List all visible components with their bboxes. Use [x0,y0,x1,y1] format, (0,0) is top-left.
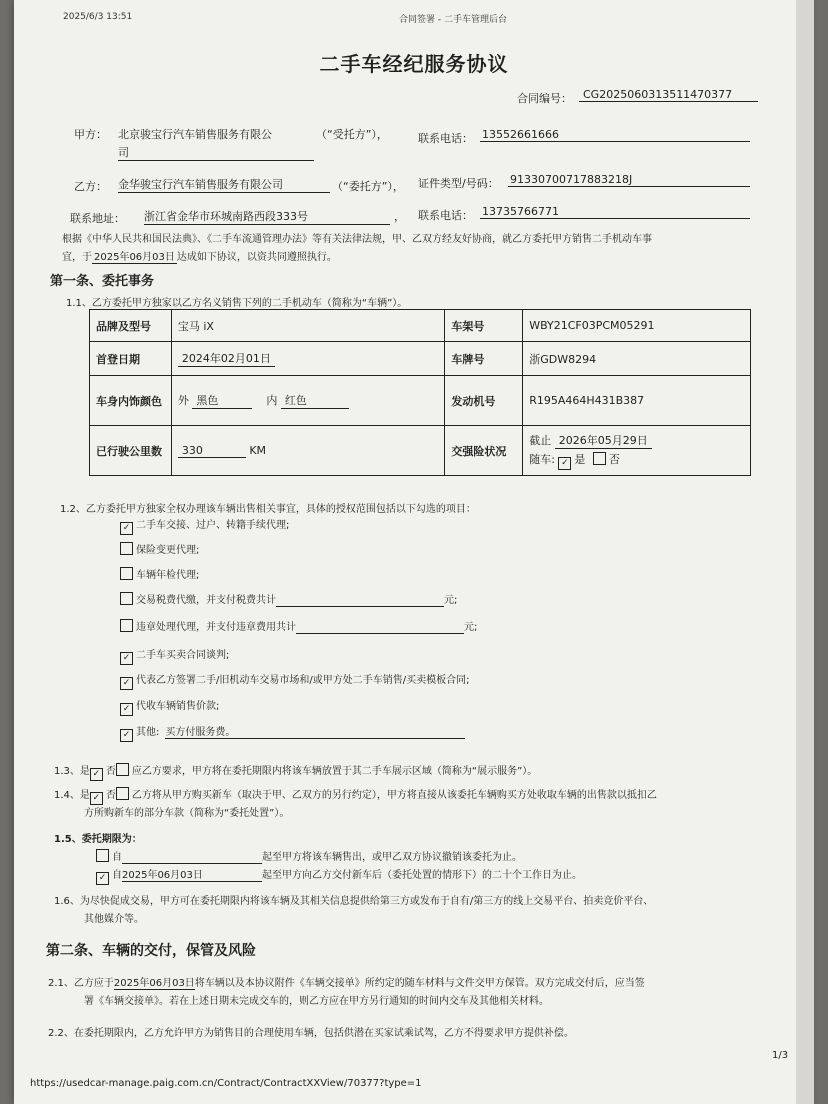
term-start-date: 2025年06月03日 [122,866,262,882]
clause-1-4-no-checkbox[interactable] [116,787,129,800]
clause-1-5-option-1: 自 起至甲方将该车辆售出，或甲乙双方协议撤销该委托为止。 [96,848,522,864]
interior-color: 红色 [281,392,349,409]
party-b-address-label: 联系地址： [70,212,125,225]
mileage-label: 已行驶公里数 [90,426,172,476]
authorization-item-checkbox[interactable] [120,567,133,580]
vin-value: WBY21CF03PCM05291 [523,310,751,342]
clause-1-3-no-checkbox[interactable] [116,763,129,776]
authorization-item-suffix: 元; [464,622,478,633]
insurance-label: 交强险状况 [445,426,523,476]
brand-label: 品牌及型号 [90,310,172,342]
page-number: 1/3 [772,1050,789,1061]
clause-2-1-line-2: 署《车辆交接单》。若在上述日期未完成交车的，则乙方应在甲方另行通知的时间内交车及其他相关材料。 [84,996,549,1007]
term-option-2-checkbox[interactable]: ✓ [96,872,109,885]
insurance-until: 2026年05月29日 [555,432,652,449]
authorization-item [120,697,219,716]
color-label: 车身内饰颜色 [90,376,172,426]
authorization-item-checkbox[interactable] [120,542,133,555]
section-2-title: 第二条、车辆的交付，保管及风险 [46,943,256,959]
delivery-date: 2025年06月03日 [113,978,195,989]
with-car-label: 随车: [529,452,555,466]
party-b-name: 金华骏宝行汽车销售服务有限公司 [118,176,330,193]
party-a-role: （“受托方”）， [316,128,388,141]
clause-1-4-line-2: 方所购新车的部分车款（简称为“委托处置”）。 [84,808,290,819]
reg-date-value: 2024年02月01日 [178,350,275,367]
engine-label: 发动机号 [445,376,523,426]
plate-label: 车牌号 [445,342,523,376]
authorization-item-label: 保险变更代理; [136,545,200,556]
with-car-yes: 是 [574,452,586,466]
mileage-value: 330 [178,444,246,458]
authorization-item [120,618,477,634]
clause-1-4: 1.4、是 ✓ 否 乙方将从甲方购买新车（取决于甲、乙双方的另行约定），甲方将直接从该委托车辆购买方处收取车辆的出售款以抵扣乙 [54,786,657,805]
with-car-no-checkbox[interactable] [593,452,606,465]
section-1-title: 第一条、委托事务 [50,274,155,289]
authorization-item-checkbox[interactable]: ✓ [120,522,133,535]
address-separator: ， [394,210,405,223]
authorization-item [120,566,199,581]
contract-no: CG2025060313511470377 [579,88,758,102]
with-car-yes-checkbox[interactable]: ✓ [558,457,571,470]
page-edge [796,0,814,1104]
clause-2-2: 2.2、在委托期限内，乙方允许甲方为销售目的合理使用车辆，包括供潜在买家试乘试驾，乙方不得要求甲方提供补偿。 [48,1028,574,1039]
vin-label: 车架号 [445,310,523,342]
print-datetime: 2025/6/3 13:51 [63,12,133,22]
clause-1-3-yes-checkbox[interactable]: ✓ [90,768,103,781]
party-a-phone: 13552661666 [480,128,750,142]
vehicle-table [89,309,751,476]
party-a-name-line1: 北京骏宝行汽车销售服务有限公 [118,128,272,141]
clause-1-5-title: 1.5、委托期限为： [54,834,142,845]
authorization-item [120,646,229,665]
authorization-item [120,591,457,607]
party-a-phone-label: 联系电话： [418,132,473,145]
authorization-item-checkbox[interactable]: ✓ [120,677,133,690]
authorization-item-label: 违章处理代理，并支付违章费用共计 [136,622,296,633]
authorization-item-checkbox[interactable]: ✓ [120,729,133,742]
party-b-phone: 13735766771 [480,205,750,219]
interior-prefix: 内 [266,394,278,407]
mileage-unit: KM [249,443,267,457]
clause-1-6-line-2: 其他媒介等。 [84,914,144,925]
clause-1-1: 1.1、乙方委托甲方独家以乙方名义销售下列的二手机动车（简称为“车辆”）。 [66,298,408,309]
party-b-address: 浙江省金华市环城南路西段333号 [144,208,390,225]
party-b-label: 乙方： [74,180,107,193]
clause-1-5-option-2: ✓ 自2025年06月03日 起至甲方向乙方交付新车后（委托处置的情形下）的二十个工作日为止。 [96,866,582,885]
intro-line-1: 根据《中华人民共和国民法典》、《二手车流通管理办法》等有关法律法规，甲、乙双方经友好协商，就乙方委托甲方销售二手机动车事 [62,234,652,245]
authorization-item-label: 车辆年检代理; [136,570,200,581]
authorization-item-checkbox[interactable]: ✓ [120,652,133,665]
term-option-1-checkbox[interactable] [96,849,109,862]
authorization-item-label: 其他: [136,727,160,738]
contract-page [14,0,814,1104]
intro-line-2: 宜，于 2025年06月03日 达成如下协议，以资共同遵照执行。 [62,252,337,263]
exterior-color: 黑色 [192,392,252,409]
clause-1-3: 1.3、是 ✓ 否 应乙方要求，甲方将在委托期限内将该车辆放置于其二手车展示区域（简称为“展示服务”）。 [54,762,537,781]
authorization-item-checkbox[interactable] [120,619,133,632]
authorization-item-suffix: 元; [444,595,458,606]
authorization-item [120,723,465,742]
authorization-item [120,516,289,535]
with-car-no: 否 [608,452,620,466]
intro-date: 2025年06月03日 [94,252,175,263]
insurance-until-label: 截止 [529,433,552,447]
authorization-item-label: 二手车交接、过户、转籍手续代理; [136,520,290,531]
document-title: 二手车经纪服务协议 [319,52,509,76]
exterior-prefix: 外 [177,394,189,407]
brand-value: 宝马 iX [171,310,445,342]
party-b-id-label: 证件类型/号码： [418,177,499,190]
reg-date-label: 首登日期 [90,342,172,376]
authorization-item-label: 二手车买卖合同谈判; [136,650,230,661]
party-b-role: （“委托方”）， [332,180,404,193]
print-system-title: 合同签署 - 二手车管理后台 [399,15,507,25]
contract-no-label: 合同编号： [517,92,572,105]
authorization-item [120,671,469,690]
footer-url: https://usedcar-manage.paig.com.cn/Contract/ContractXXView/70377?type=1 [30,1078,422,1089]
authorization-item-checkbox[interactable] [120,592,133,605]
party-a-name-line2: 司 [118,144,314,161]
authorization-item-label: 代收车辆销售价款; [136,701,220,712]
authorization-item-checkbox[interactable]: ✓ [120,703,133,716]
clause-1-2: 1.2、乙方委托甲方独家全权办理该车辆出售相关事宜，具体的授权范围包括以下勾选的项目： [60,504,476,515]
clause-1-6-line-1: 1.6、为尽快促成交易，甲方可在委托期限内将该车辆及其相关信息提供给第三方或发布于自有/第三方的线上交易平台、拍卖竞价平台、 [54,896,654,907]
engine-value: R195A464H431B387 [523,376,751,426]
authorization-item-label: 代表乙方签署二手/旧机动车交易市场和/或甲方处二手车销售/买卖模板合同; [136,675,470,686]
party-b-phone-label: 联系电话： [418,209,473,222]
authorization-other-value: 买方付服务费。 [165,723,465,739]
clause-2-1: 2.1、乙方应于2025年06月03日将车辆以及本协议附件《车辆交接单》所约定的随车材料与文件交甲方保管。双方完成交付后，应当签 [48,978,645,989]
authorization-item-label: 交易税费代缴，并支付税费共计 [136,595,276,606]
clause-1-4-yes-checkbox[interactable]: ✓ [90,792,103,805]
party-b-id: 91330700717883218J [508,173,750,187]
party-a-label: 甲方： [74,128,107,141]
plate-value: 浙GDW8294 [523,342,751,376]
authorization-item [120,541,199,556]
